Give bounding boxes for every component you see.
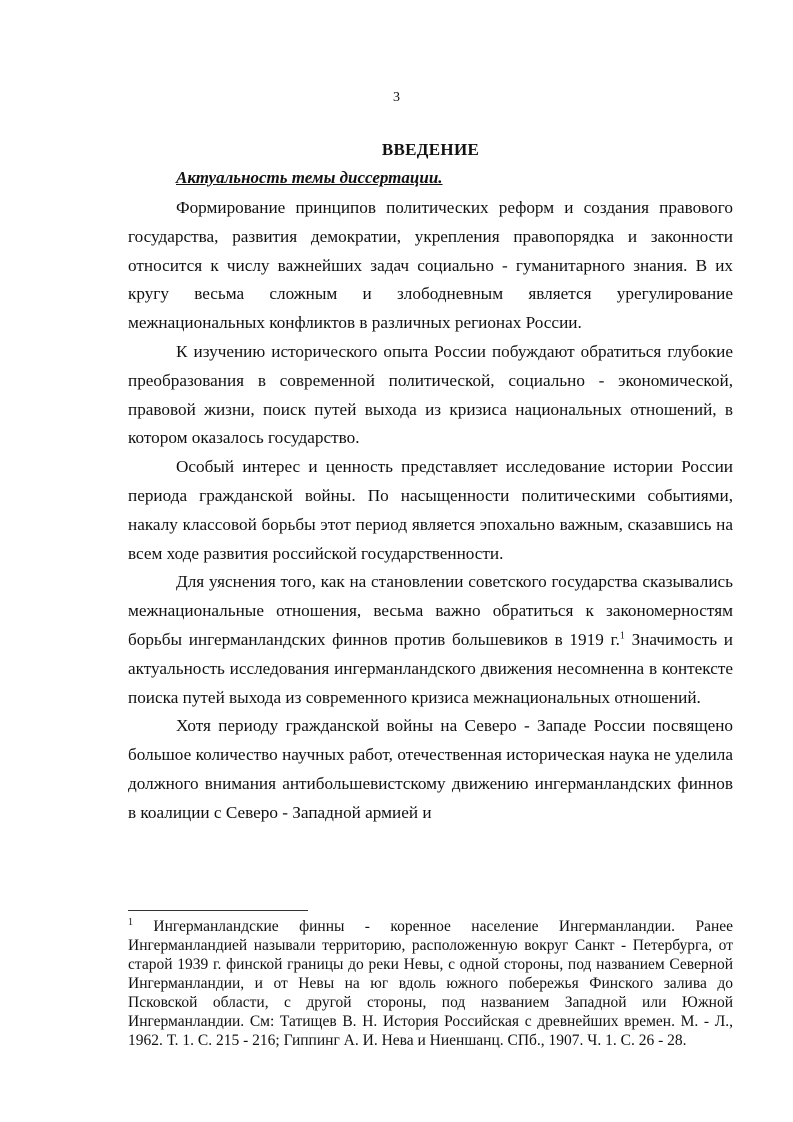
- section-heading: ВВЕДЕНИЕ: [381, 140, 480, 159]
- footnote-mark: 1: [128, 916, 133, 928]
- paragraph-3: Особый интерес и ценность представляет исследование истории России периода гражданской войны. По насыщенности политическими событиями, накалу классовой борьбы этот период является эпохально важным, сказавшись на всем ходе развития российской государственности.: [128, 457, 733, 563]
- paragraph-4-text-start: Для уяснения того, как на становлении советского государства сказывались межнациональные отношения, весьма важно обратиться к закономерностям борьбы ингерманландских финнов против большевиков в 1919 г.: [128, 572, 733, 649]
- paragraph-4-text-end: Значимость и актуальность исследования ингерманландского движения несомненна в контексте поиска путей выхода из современного кризиса межнациональных отношений.: [128, 629, 733, 707]
- paragraph-4: [128, 568, 733, 712]
- paragraph-5: Хотя периоду гражданской войны на Северо - Западе России посвящено большое количество научных работ, отечественная историческая наука не уделила должного внимания антибольшевистскому движению ингерманландских финнов в коалиции с Северо - Западной армией и: [128, 716, 733, 822]
- body-text: [128, 194, 733, 828]
- footnote-text: Ингерманландские финны - коренное население Ингерманландии. Ранее Ингерманландией называли территорию, расположенную вокруг Санкт - Петербурга, от старой 1939 г. финской границы до реки Невы, с одной стороны, под названием Северной Ингерманландии, и от Невы на юг вдоль южного побережья Финского залива до Псковской области, с другой стороны, под названием Западной или Южной Ингерманландии. См: Татищев В. Н. История Российская с древнейших времен. М. - Л., 1962. Т. 1. С. 215 - 216; Гиппинг А. И. Нева и Ниеншанц. СПб., 1907. Ч. 1. С. 26 - 28.: [128, 918, 733, 1049]
- footnote: [128, 917, 733, 1050]
- paragraph-2: К изучению исторического опыта России побуждают обратиться глубокие преобразования в современной политической, социально - экономической, правовой жизни, поиск путей выхода из кризиса национальных отношений, в котором оказалось государство.: [128, 341, 733, 448]
- subsection-heading: Актуальность темы диссертации.: [176, 168, 443, 187]
- page-number: 3: [393, 90, 400, 105]
- footnote-divider: [128, 910, 308, 911]
- footnote-reference[interactable]: 1: [619, 630, 625, 642]
- paragraph-1: Формирование принципов политических реформ и создания правового государства, развития демократии, укрепления правопорядка и законности относится к числу важнейших задач социально - гуманитарного знания. В их кругу весьма сложным и злободневным является урегулирование межнациональных конфликтов в различных регионах России.: [128, 198, 733, 333]
